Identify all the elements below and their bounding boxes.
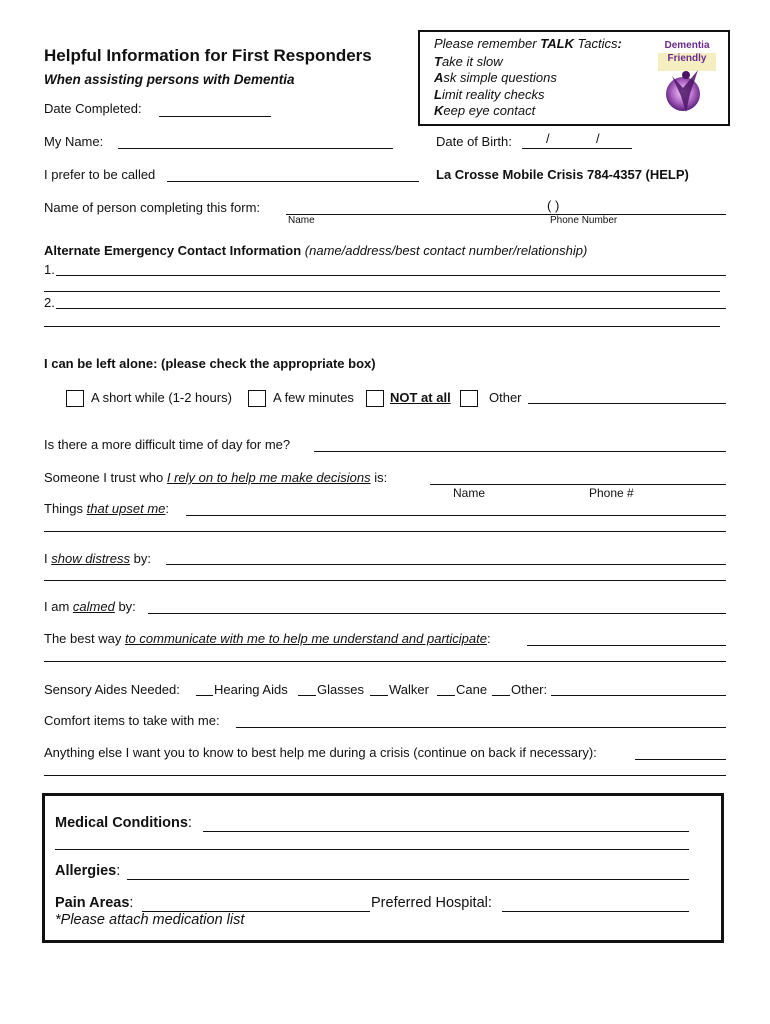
anything-else-field-a[interactable] bbox=[635, 759, 726, 760]
communicate-field-b[interactable] bbox=[44, 661, 726, 662]
alternate-contact-2-line-b[interactable] bbox=[44, 326, 720, 327]
option-not-at-all: NOT at all bbox=[390, 390, 451, 405]
walker-blank[interactable] bbox=[370, 695, 388, 696]
completer-name-caption: Name bbox=[288, 215, 315, 226]
cane-blank[interactable] bbox=[437, 695, 455, 696]
dementia-friendly-logo bbox=[650, 36, 722, 116]
medical-conditions-field-a[interactable] bbox=[203, 831, 689, 832]
dob-label: Date of Birth: bbox=[436, 134, 512, 149]
checkbox-few-minutes[interactable] bbox=[248, 390, 266, 407]
sensory-glasses: Glasses bbox=[317, 682, 364, 697]
checkbox-not-at-all[interactable] bbox=[366, 390, 384, 407]
talk-tactic-k: Keep eye contact bbox=[434, 103, 536, 118]
alternate-contact-1-number: 1. bbox=[44, 262, 55, 277]
page-subtitle: When assisting persons with Dementia bbox=[44, 72, 295, 87]
anything-else-label: Anything else I want you to know to best help me during a crisis (continue on back if necessary): bbox=[44, 745, 597, 760]
sensory-hearing-aids: Hearing Aids bbox=[214, 682, 288, 697]
distress-field-a[interactable] bbox=[166, 564, 726, 565]
checkbox-short-while[interactable] bbox=[66, 390, 84, 407]
page-title: Helpful Information for First Responders bbox=[44, 46, 372, 65]
my-name-field[interactable] bbox=[118, 148, 393, 149]
alternate-contact-heading: Alternate Emergency Contact Information (name/address/best contact number/relationship) bbox=[44, 243, 588, 258]
talk-intro: Please remember TALK Tactics: bbox=[434, 36, 622, 51]
preferred-hospital-field[interactable] bbox=[502, 911, 689, 912]
preferred-name-field[interactable] bbox=[167, 181, 419, 182]
distress-label: I show distress by: bbox=[44, 551, 151, 566]
comfort-items-field[interactable] bbox=[236, 727, 726, 728]
alternate-contact-2-line-a[interactable] bbox=[56, 308, 726, 309]
logo-text-dementia: Dementia bbox=[664, 40, 710, 51]
option-other: Other bbox=[489, 390, 522, 405]
dob-field[interactable] bbox=[522, 148, 632, 149]
upsets-field-b[interactable] bbox=[44, 531, 726, 532]
comfort-items-label: Comfort items to take with me: bbox=[44, 713, 220, 728]
option-short-while: A short while (1-2 hours) bbox=[91, 390, 232, 405]
calmed-field[interactable] bbox=[148, 613, 726, 614]
dob-separator-2: / bbox=[596, 131, 600, 146]
dementia-friendly-icon bbox=[650, 36, 722, 116]
medication-list-note: *Please attach medication list bbox=[55, 912, 245, 928]
upsets-field-a[interactable] bbox=[186, 515, 726, 516]
sensory-cane: Cane bbox=[456, 682, 488, 697]
allergies-label: Allergies: bbox=[55, 863, 121, 879]
difficult-time-field[interactable] bbox=[314, 451, 726, 452]
sensory-aides-label: Sensory Aides Needed: bbox=[44, 682, 180, 697]
upsets-label: Things that upset me: bbox=[44, 501, 170, 516]
alternate-contact-1-line-a[interactable] bbox=[56, 275, 726, 276]
medical-info-box bbox=[42, 793, 724, 943]
trusted-phone-caption: Phone # bbox=[589, 486, 634, 500]
left-alone-heading: I can be left alone: (please check the appropriate box) bbox=[44, 356, 376, 371]
sensory-walker: Walker bbox=[389, 682, 429, 697]
allergies-field[interactable] bbox=[127, 879, 689, 880]
difficult-time-label: Is there a more difficult time of day for me? bbox=[44, 437, 291, 452]
completer-field[interactable] bbox=[286, 214, 726, 215]
date-completed-label: Date Completed: bbox=[44, 101, 142, 116]
alternate-contact-1-line-b[interactable] bbox=[44, 291, 720, 292]
talk-tactic-a: Ask simple questions bbox=[434, 70, 557, 85]
preferred-name-label: I prefer to be called bbox=[44, 167, 156, 182]
sensory-other: Other: bbox=[511, 682, 548, 697]
alternate-contact-2-number: 2. bbox=[44, 295, 55, 310]
other-field[interactable] bbox=[528, 403, 726, 404]
phone-number-caption: Phone Number bbox=[550, 215, 618, 226]
talk-tactic-l: Limit reality checks bbox=[434, 87, 545, 102]
communicate-label: The best way to communicate with me to help me understand and participate: bbox=[44, 631, 491, 646]
talk-tactic-t: Take it slow bbox=[434, 54, 503, 69]
communicate-field-a[interactable] bbox=[527, 645, 726, 646]
medical-conditions-field-b[interactable] bbox=[55, 849, 689, 850]
trusted-name-caption: Name bbox=[453, 486, 486, 500]
trusted-person-label: Someone I trust who I rely on to help me make decisions is: bbox=[44, 470, 388, 485]
preferred-hospital-label: Preferred Hospital: bbox=[371, 895, 492, 911]
crisis-line-text: La Crosse Mobile Crisis 784-4357 (HELP) bbox=[436, 167, 689, 182]
phone-area-code: ( ) bbox=[547, 198, 560, 213]
medical-conditions-label: Medical Conditions: bbox=[55, 815, 192, 831]
date-completed-field[interactable] bbox=[159, 116, 271, 117]
checkbox-other[interactable] bbox=[460, 390, 478, 407]
trusted-person-field[interactable] bbox=[430, 484, 726, 485]
my-name-label: My Name: bbox=[44, 134, 104, 149]
pain-areas-label: Pain Areas: bbox=[55, 895, 134, 911]
talk-tactics-box bbox=[418, 30, 730, 126]
completer-label: Name of person completing this form: bbox=[44, 200, 261, 215]
hearing-aids-blank[interactable] bbox=[196, 695, 213, 696]
distress-field-b[interactable] bbox=[44, 580, 726, 581]
other-aide-blank[interactable] bbox=[492, 695, 510, 696]
other-aide-field[interactable] bbox=[551, 695, 726, 696]
option-few-minutes: A few minutes bbox=[273, 390, 354, 405]
glasses-blank[interactable] bbox=[298, 695, 316, 696]
dob-separator-1: / bbox=[546, 131, 550, 146]
calmed-label: I am calmed by: bbox=[44, 599, 136, 614]
anything-else-field-b[interactable] bbox=[44, 775, 726, 776]
logo-text-friendly: Friendly bbox=[667, 53, 707, 64]
